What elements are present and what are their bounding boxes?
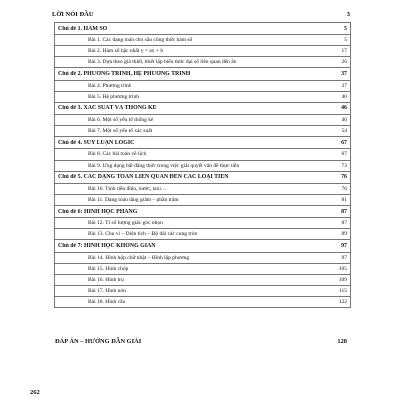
toc-lesson-row	[55, 115, 351, 126]
answers-entry	[54, 338, 350, 345]
toc-entry-title: Bài 17. Hình nón	[88, 287, 126, 294]
toc-entry-title: Chủ đề 4. SUY LUẬN LOGIC	[58, 139, 135, 146]
toc-entry-title: Chủ đề 2. PHƯƠNG TRÌNH, HỆ PHƯƠNG TRÌNH	[58, 71, 191, 78]
toc-entry-page: 37	[341, 82, 347, 89]
toc-entry-title: Chủ đề 1. HÀM SỐ	[58, 25, 108, 32]
toc-lesson-row	[55, 57, 351, 68]
toc-lesson-row	[55, 184, 351, 195]
toc-entry-title: Bài 9. Ứng dụng bất đẳng thức trong việc giải quyết vấn đề thực tiễn	[88, 162, 240, 169]
toc-entry-page: 115	[338, 287, 347, 294]
toc-chapter-row	[55, 172, 351, 184]
toc-entry-page: 122	[338, 298, 347, 305]
toc-entry-title: Bài 15. Hình chóp	[88, 265, 129, 272]
toc-entry-title: Bài 18. Hình cầu	[88, 298, 126, 305]
toc-lesson-row	[55, 92, 351, 103]
toc-entry-title: Bài 2. Hàm số bậc nhất y = ax + b	[88, 48, 164, 55]
answers-title: ĐÁP ÁN – HƯỚNG DẪN GIẢI	[55, 338, 142, 345]
toc-entry-title: Bài 10. Tính tiền điện, nước, taxi…	[88, 185, 167, 192]
toc-lesson-row	[55, 264, 351, 275]
toc-lesson-row	[55, 35, 351, 46]
toc-entry-page: 76	[341, 185, 347, 192]
toc-entry-page: 109	[338, 276, 347, 283]
toc-lesson-row	[55, 275, 351, 286]
preface-page: 3	[346, 11, 350, 18]
toc-entry-page: 97	[341, 254, 347, 261]
toc-entry-page: 87	[341, 208, 347, 215]
toc-entry-page: 81	[341, 196, 347, 203]
toc-entry-title: Bài 1. Các dạng toán cho sẵn công thức hàm số	[88, 37, 193, 44]
toc-entry-title: Bài 11. Dạng toán tăng giảm – phần trăm	[88, 196, 179, 203]
answers-page: 128	[337, 338, 347, 345]
toc-entry-page: 87	[341, 220, 347, 227]
toc-entry-title: Bài 3. Dựa theo giả thiết, thiết lập biểu thức đại số liên quan đến ẩn	[88, 59, 237, 66]
toc-entry-title: Bài 4. Phương trình	[88, 82, 132, 89]
toc-entry-page: 46	[341, 105, 347, 112]
preface-title: LỜI NÓI ĐẦU	[52, 11, 94, 18]
toc-lesson-row	[55, 161, 351, 172]
toc-entry-page: 76	[341, 174, 347, 181]
toc-entry-title: Bài 13. Chu vi – Diện tích – Độ dài các cung tròn	[88, 231, 198, 238]
toc-entry-title: Chủ đề 6: HÌNH HỌC PHẲNG	[58, 208, 138, 215]
toc-lesson-row	[55, 149, 351, 160]
toc-entry-title: Bài 6. Một số yếu tố thống kê	[88, 117, 154, 124]
page-number: 262	[30, 389, 40, 396]
toc-chapter-row	[55, 240, 351, 252]
toc-lesson-row	[55, 126, 351, 137]
toc-lesson-row	[55, 229, 351, 240]
toc-entry-title: Chủ đề 5. CÁC DẠNG TOÁN LIÊN QUAN ĐẾN CÁC LOẠI TIỀN	[58, 174, 229, 181]
toc-chapter-row	[55, 23, 351, 35]
table-of-contents	[54, 22, 351, 308]
toc-lesson-row	[55, 286, 351, 297]
toc-entry-title: Bài 7. Một số yếu tố xác suất	[88, 128, 153, 135]
toc-lesson-row	[55, 195, 351, 206]
toc-entry-page: 46	[341, 117, 347, 124]
toc-entry-page: 67	[341, 139, 347, 146]
toc-lesson-row	[55, 297, 351, 308]
toc-entry-page: 54	[341, 128, 347, 135]
toc-entry-page: 105	[338, 265, 347, 272]
toc-entry-page: 26	[341, 59, 347, 66]
toc-entry-page: 97	[341, 242, 347, 249]
toc-entry-title: Chủ đề 7: HÌNH HỌC KHÔNG GIAN	[58, 242, 156, 249]
toc-entry-page: 89	[341, 231, 347, 238]
toc-entry-title: Chủ đề 3. XÁC SUẤT VÀ THỐNG KÊ	[58, 105, 157, 112]
toc-entry-page: 37	[341, 71, 347, 78]
toc-entry-title: Bài 16. Hình trụ	[88, 276, 124, 283]
toc-entry-title: Bài 14. Hình hộp chữ nhật – Hình lập phương	[88, 254, 190, 261]
toc-entry-title: Bài 12. Tỉ số lượng giác góc nhọn	[88, 220, 163, 227]
preface-entry	[52, 11, 350, 18]
toc-entry-page: 5	[344, 37, 347, 44]
toc-lesson-row	[55, 253, 351, 264]
toc-chapter-row	[55, 103, 351, 115]
toc-entry-title: Bài 5. Hệ phương trình	[88, 93, 139, 100]
toc-entry-page: 40	[341, 93, 347, 100]
toc-chapter-row	[55, 68, 351, 80]
toc-chapter-row	[55, 137, 351, 149]
toc-entry-title: Bài 8. Các bài toán về lịch	[88, 151, 147, 158]
toc-entry-page: 5	[344, 25, 347, 32]
toc-lesson-row	[55, 218, 351, 229]
toc-entry-page: 17	[341, 48, 347, 55]
toc-lesson-row	[55, 46, 351, 57]
toc-chapter-row	[55, 206, 351, 218]
toc-lesson-row	[55, 81, 351, 92]
toc-entry-page: 67	[341, 151, 347, 158]
toc-entry-page: 73	[341, 162, 347, 169]
